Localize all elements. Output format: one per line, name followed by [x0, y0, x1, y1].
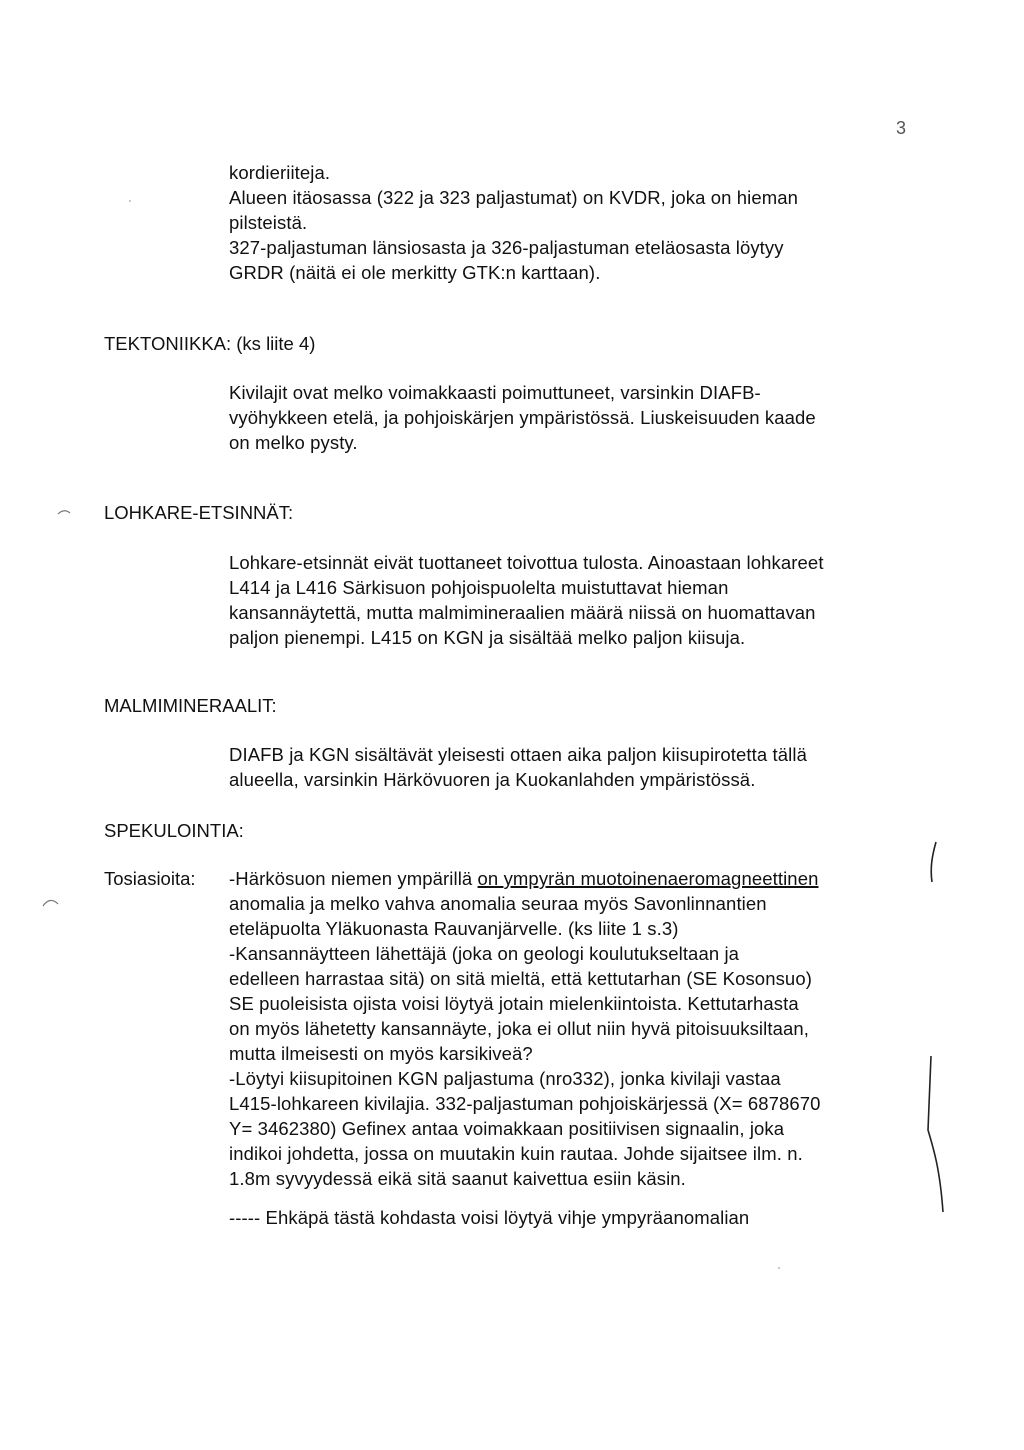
section-heading-lohkare-etsinnat: LOHKARE-ETSINNÄT: [104, 502, 294, 523]
malmimineraalit-line: DIAFB ja KGN sisältävät yleisesti ottaen aika paljon kiisupirotetta tällä [229, 744, 807, 765]
spekulointia-line: indikoi johdetta, jossa on muutakin kuin rautaa. Johde sijaitsee ilm. n. [229, 1143, 803, 1164]
lohkare-line: kansannäytettä, mutta malmimineraalien määrä niissä on huomattavan [229, 602, 816, 623]
tektoniikka-line: on melko pysty. [229, 432, 358, 453]
lohkare-line: Lohkare-etsinnät eivät tuottaneet toivottua tulosta. Ainoastaan lohkareet [229, 552, 824, 573]
section-heading-malmimineraalit: MALMIMINERAALIT: [104, 695, 277, 716]
spekulointia-line: mutta ilmeisesti on myös karsikiveä? [229, 1043, 533, 1064]
spekulointia-line: -Kansannäytteen lähettäjä (joka on geologi koulutukseltaan ja [229, 943, 740, 964]
intro-line: GRDR (näitä ei ole merkitty GTK:n karttaan). [229, 262, 601, 283]
first-line-text: -Härkösuon niemen ympärillä [229, 868, 478, 889]
section-heading-tektoniikka: TEKTONIIKKA: (ks liite 4) [104, 333, 316, 354]
spekulointia-line: SE puoleisista ojista voisi löytyä jotain mielenkiintoista. Kettutarhasta [229, 993, 799, 1014]
underlined-text: on ympyrän muotoinenaeromagneettinen [477, 868, 819, 889]
margin-bracket-mark [931, 842, 936, 882]
spekulointia-line: edelleen harrastaa sitä) on sitä mieltä, että kettutarhan (SE Kosonsuo) [229, 968, 812, 989]
spekulointia-line: 1.8m syvyydessä eikä sitä saanut kaivettua esiin käsin. [229, 1168, 686, 1189]
margin-vertical-line-mark [928, 1056, 943, 1212]
intro-line: pilsteistä. [229, 212, 308, 233]
tektoniikka-line: Kivilajit ovat melko voimakkaasti poimuttuneet, varsinkin DIAFB- [229, 382, 761, 403]
intro-line: 327-paljastuman länsiosasta ja 326-paljastuman eteläosasta löytyy [229, 237, 784, 258]
spekulointia-line: -Löytyi kiisupitoinen KGN paljastuma (nro332), jonka kivilaji vastaa [229, 1068, 781, 1089]
page-number: 3 [896, 118, 907, 138]
spekulointia-line: on myös lähetetty kansannäyte, joka ei ollut niin hyvä pitoisuuksiltaan, [229, 1018, 810, 1039]
margin-curl-mark [43, 900, 58, 906]
speck-mark [778, 1267, 780, 1269]
lohkare-line: L414 ja L416 Särkisuon pohjoispuolelta muistuttavat hieman [229, 577, 729, 598]
section-heading-spekulointia: SPEKULOINTIA: [104, 820, 244, 841]
margin-curl-mark [58, 511, 70, 514]
spekulointia-line: L415-lohkareen kivilajia. 332-paljastuman pohjoiskärjessä (X= 6878670 [229, 1093, 821, 1114]
malmimineraalit-line: alueella, varsinkin Härkövuoren ja Kuokanlahden ympäristössä. [229, 769, 756, 790]
tosiasioita-label: Tosiasioita: [104, 868, 196, 889]
intro-line: kordieriiteja. [229, 162, 331, 183]
closing-text: ----- Ehkäpä tästä kohdasta voisi löytyä vihje ympyräanomalian [229, 1207, 750, 1228]
spekulointia-line: anomalia ja melko vahva anomalia seuraa myös Savonlinnantien [229, 893, 767, 914]
tektoniikka-line: vyöhykkeen etelä, ja pohjoiskärjen ympäristössä. Liuskeisuuden kaade [229, 407, 816, 428]
speck-mark [129, 200, 131, 202]
spekulointia-line: eteläpuolta Yläkuonasta Rauvanjärvelle. (ks liite 1 s.3) [229, 918, 679, 939]
intro-line: Alueen itäosassa (322 ja 323 paljastumat) on KVDR, joka on hieman [229, 187, 799, 208]
lohkare-line: paljon pienempi. L415 on KGN ja sisältää melko paljon kiisuja. [229, 627, 746, 648]
spekulointia-line: Y= 3462380) Gefinex antaa voimakkaan positiivisen signaalin, joka [229, 1118, 785, 1139]
